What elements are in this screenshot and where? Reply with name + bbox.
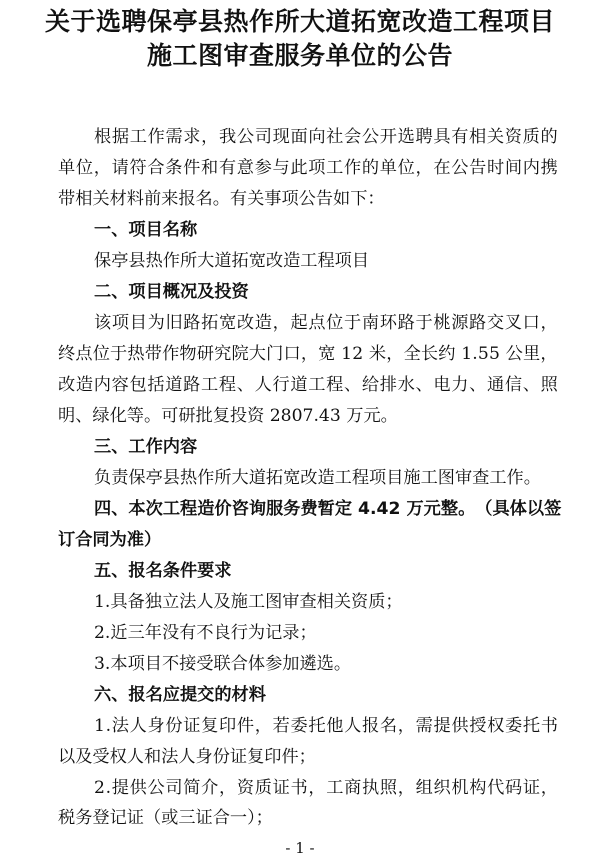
section-heading-overview: 二、项目概况及投资	[94, 282, 249, 302]
service-fee-line-2: 订合同为准）	[58, 530, 162, 550]
materials-item-2-line-2: 税务登记证（或三证合一）；	[58, 808, 273, 828]
intro-line-1: 根 据 工 作 需 求 ， 我 公 司 现 面 向 社 会 公 开 选 聘 具 有 相 关 资 质 的	[94, 127, 558, 147]
overview-line-3: 改 造 内 容 包 括 道 路 工 程 、 人 行 道 工 程 、 给 排 水 、 电 力 、 通 信 、 照	[58, 375, 558, 395]
materials-item-1-line-2: 以及受权人和法人身份证复印件；	[58, 747, 316, 767]
section-heading-work-content: 三、工作内容	[94, 437, 198, 457]
section-heading-materials: 六、报名应提交的材料	[94, 685, 266, 705]
overview-line-4: 明、绿化等。可研批复投资 2807.43 万元。	[58, 406, 398, 426]
overview-line-2: 终 点 位 于 热 带 作 物 研 究 院 大 门 口 ， 宽 1 2 米 ， 全 长 约 1 . 5 5 公 里 ，	[58, 344, 558, 364]
document-title-line-2: 施工图审查服务单位的公告	[146, 41, 453, 70]
section-heading-project-name: 一、项目名称	[94, 220, 198, 240]
requirement-item-2: 2.近三年没有不良行为记录；	[94, 623, 317, 643]
materials-item-2-line-1: 2 . 提 供 公 司 简 介 ， 资 质 证 书 ， 工 商 执 照 ， 组 织 机 构 代 码 证 ，	[94, 778, 558, 798]
intro-line-3: 带相关材料前来报名。有关事项公告如下：	[58, 189, 385, 209]
service-fee-line-1: 四 、 本 次 工 程 造 价 咨 询 服 务 费 暂 定 4 . 4 2 万 元 整 。 （ 具 体 以 签	[94, 499, 562, 519]
requirement-item-1: 1.具备独立法人及施工图审查相关资质；	[94, 592, 403, 612]
overview-line-1: 该 项 目 为 旧 路 拓 宽 改 造 ， 起 点 位 于 南 环 路 于 桃 源 路 交 叉 口 ，	[94, 313, 558, 333]
project-name-text: 保亭县热作所大道拓宽改造工程项目	[94, 251, 370, 271]
section-heading-requirements: 五、报名条件要求	[94, 561, 232, 581]
materials-item-1-line-1: 1 . 法 人 身 份 证 复 印 件 ， 若 委 托 他 人 报 名 ， 需 提 供 授 权 委 托 书	[94, 716, 558, 736]
intro-line-2: 单 位 ， 请 符 合 条 件 和 有 意 参 与 此 项 工 作 的 单 位 ， 在 公 告 时 间 内 携	[58, 158, 558, 178]
page-number: - 1 -	[285, 839, 315, 857]
document-title-line-1: 关于选聘保亭县热作所大道拓宽改造工程项目	[44, 7, 555, 36]
requirement-item-3: 3.本项目不接受联合体参加遴选。	[94, 654, 352, 674]
work-content-text: 负责保亭县热作所大道拓宽改造工程项目施工图审查工作。	[94, 468, 541, 488]
